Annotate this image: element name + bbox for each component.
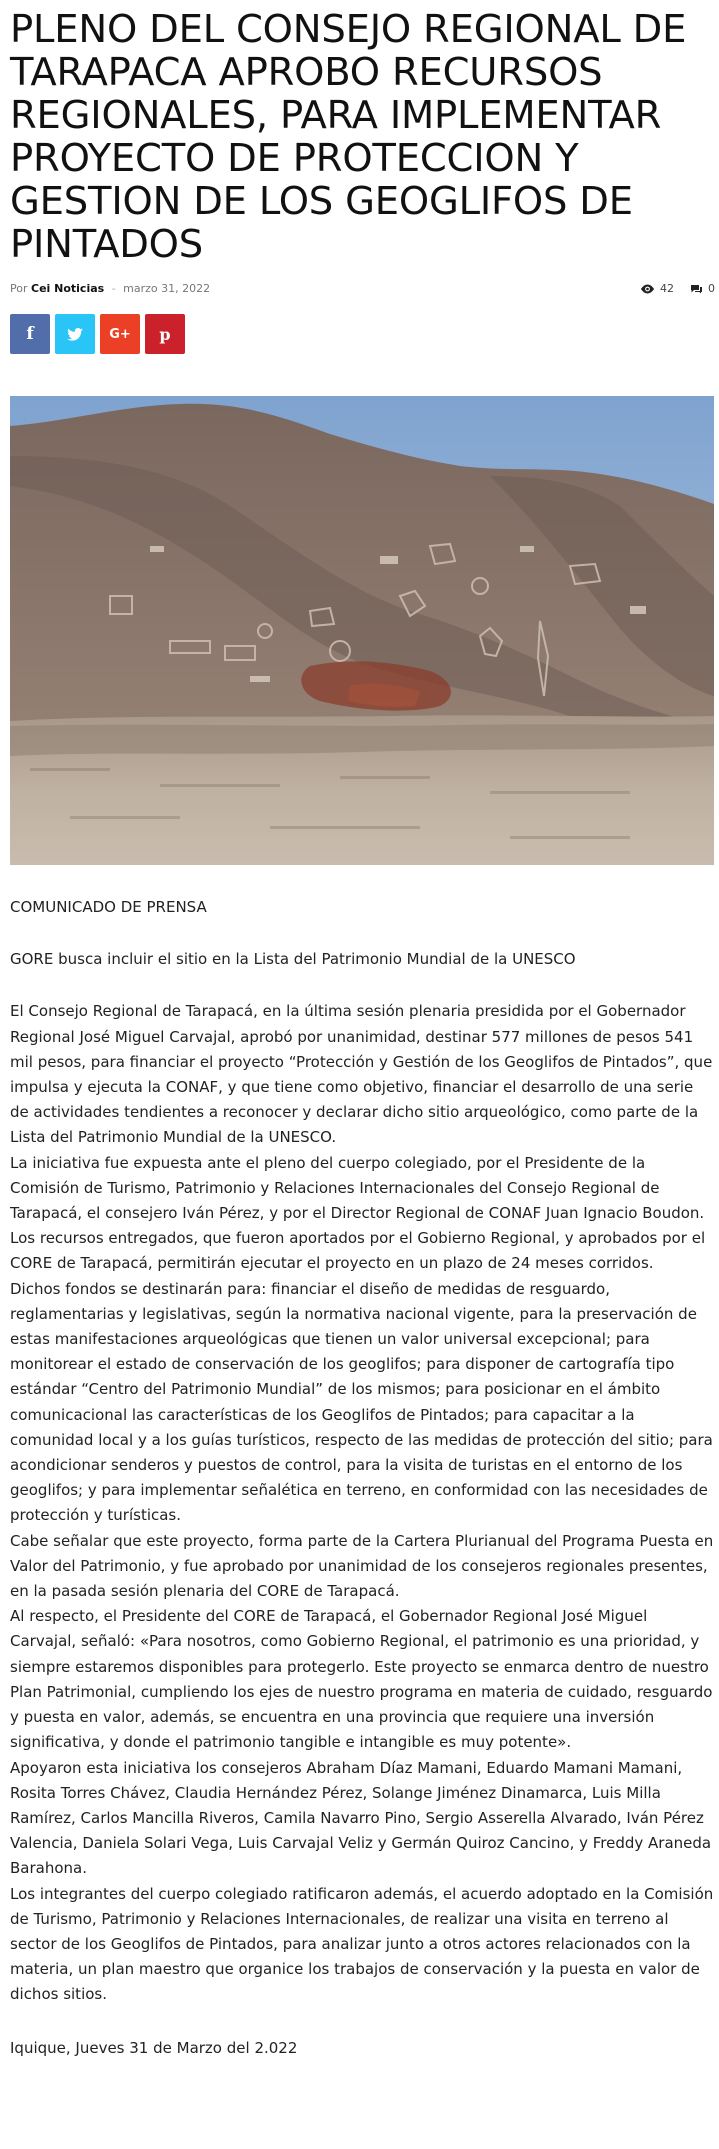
eye-icon [640, 284, 655, 294]
facebook-share-button[interactable] [10, 314, 50, 354]
share-buttons [10, 314, 715, 354]
twitter-share-button[interactable] [55, 314, 95, 354]
article-page [10, 0, 715, 2061]
meta-separator: - [111, 282, 116, 295]
article-subtitle: GORE busca incluir el sitio en la Lista del Patrimonio Mundial de la UNESCO [10, 950, 576, 969]
by-label: Por [10, 282, 28, 295]
press-release-label: COMUNICADO DE PRENSA [10, 898, 207, 916]
views-number: 42 [660, 282, 674, 295]
article-paragraph: Apoyaron esta iniciativa los consejeros Abraham Díaz Mamani, Eduardo Mamani Mamani, Rosita Torres Chávez, Claudia Hernández Pérez, Solange Jiménez Dinamarca, Luis Milla Ramírez, Carlos Mancilla Riveros, Camila Navarro Pino, Sergio Asserella Alvarado, Iván Pérez Valencia, Daniela Solari Vega, Luis Carvajal Veliz y Germán Quiroz Cancino, y Freddy Araneda Barahona. [10, 1758, 712, 1878]
comments-number: 0 [708, 282, 715, 295]
googleplus-share-button[interactable] [100, 314, 140, 354]
author-link[interactable]: Cei Noticias [31, 282, 105, 295]
article-dateline: Iquique, Jueves 31 de Marzo del 2.022 [10, 2038, 298, 2057]
article-paragraph: La iniciativa fue expuesta ante el pleno del cuerpo colegiado, por el Presidente de la Comisión de Turismo, Patrimonio y Relaciones Internacionales del Consejo Regional de Tarapacá, el consejero Iván Pérez, y por el Director Regional de CONAF Juan Ignacio Boudon. [10, 1153, 705, 1223]
article-paragraph: Cabe señalar que este proyecto, forma parte de la Cartera Plurianual del Programa Puesta en Valor del Patrimonio, y fue aprobado por unanimidad de los consejeros regionales presentes, en la pasada sesión plenaria del CORE de Tarapacá. [10, 1531, 714, 1601]
article-stats [624, 282, 715, 295]
views-count [640, 282, 674, 295]
comments-count[interactable] [690, 282, 715, 295]
byline [10, 282, 210, 295]
article-paragraph: El Consejo Regional de Tarapacá, en la última sesión plenaria presidida por el Gobernador Regional José Miguel Carvajal, aprobó por unanimidad, destinar 577 millones de pesos 541 mil pesos, para financiar el proyecto “Protección y Gestión de los Geoglifos de Pintados”, que impulsa y ejecuta la CONAF, y que tiene como objetivo, financiar el desarrollo de una serie de actividades tendientes a reconocer y declarar dicho sitio arqueológico, como parte de la Lista del Patrimonio Mundial de la UNESCO. [10, 1002, 713, 1147]
article-body [10, 895, 715, 2061]
comment-icon [690, 284, 703, 294]
publish-date: marzo 31, 2022 [123, 282, 211, 295]
geoglyphs-hillside-photo [10, 396, 714, 865]
article-meta [10, 278, 715, 302]
twitter-icon [67, 328, 83, 341]
googleplus-icon: G+ [109, 326, 131, 342]
article-paragraph: Dichos fondos se destinarán para: financiar el diseño de medidas de resguardo, reglamentarias y legislativas, según la normativa nacional vigente, para la preservación de estas manifestaciones arqueológicas que tienen un valor universal excepcional; para monitorear el estado de conservación de los geoglifos; para disponer de cartografía tipo estándar “Centro del Patrimonio Mundial” de los mismos; para posicionar en el ámbito comunicacional las características de los Geoglifos de Pintados; para capacitar a la comunidad local y a los guías turísticos, respecto de las medidas de protección del sitio; para acondicionar senderos y puestos de control, para la visita de turistas en el entorno de los geoglifos; y para implementar señalética en terreno, en conformidad con las necesidades de protección y turísticas. [10, 1279, 713, 1525]
article-paragraph: Los recursos entregados, que fueron aportados por el Gobierno Regional, y aprobados por el CORE de Tarapacá, permitirán ejecutar el proyecto en un plazo de 24 meses corridos. [10, 1229, 706, 1273]
article-paragraph: Los integrantes del cuerpo colegiado ratificaron además, el acuerdo adoptado en la Comisión de Turismo, Patrimonio y Relaciones Internacionales, de realizar una visita en terreno al sector de los Geoglifos de Pintados, para analizar junto a otros actores relacionados con la materia, un plan maestro que organice los trabajos de conservación y la puesta en valor de dichos sitios. [10, 1884, 714, 2004]
article-paragraph: Al respecto, el Presidente del CORE de Tarapacá, el Gobernador Regional José Miguel Carvajal, señaló: «Para nosotros, como Gobierno Regional, el patrimonio es una prioridad, y siempre estaremos disponibles para protegerlo. Este proyecto se enmarca dentro de nuestro Plan Patrimonial, cumpliendo los ejes de nuestro programa en materia de cuidado, resguardo y puesta en valor, además, se encuentra en una provincia que requiere una inversión significativa, y donde el patrimonio tangible e intangible es muy potente». [10, 1607, 713, 1752]
article-title: PLENO DEL CONSEJO REGIONAL DE TARAPACA APROBO RECURSOS REGIONALES, PARA IMPLEMENTAR PROYECTO DE PROTECCION Y GESTION DE LOS GEOGLIFOS DE PINTADOS [10, 7, 687, 267]
facebook-icon: f [26, 324, 34, 344]
pinterest-icon: p [159, 324, 171, 344]
pinterest-share-button[interactable] [145, 314, 185, 354]
